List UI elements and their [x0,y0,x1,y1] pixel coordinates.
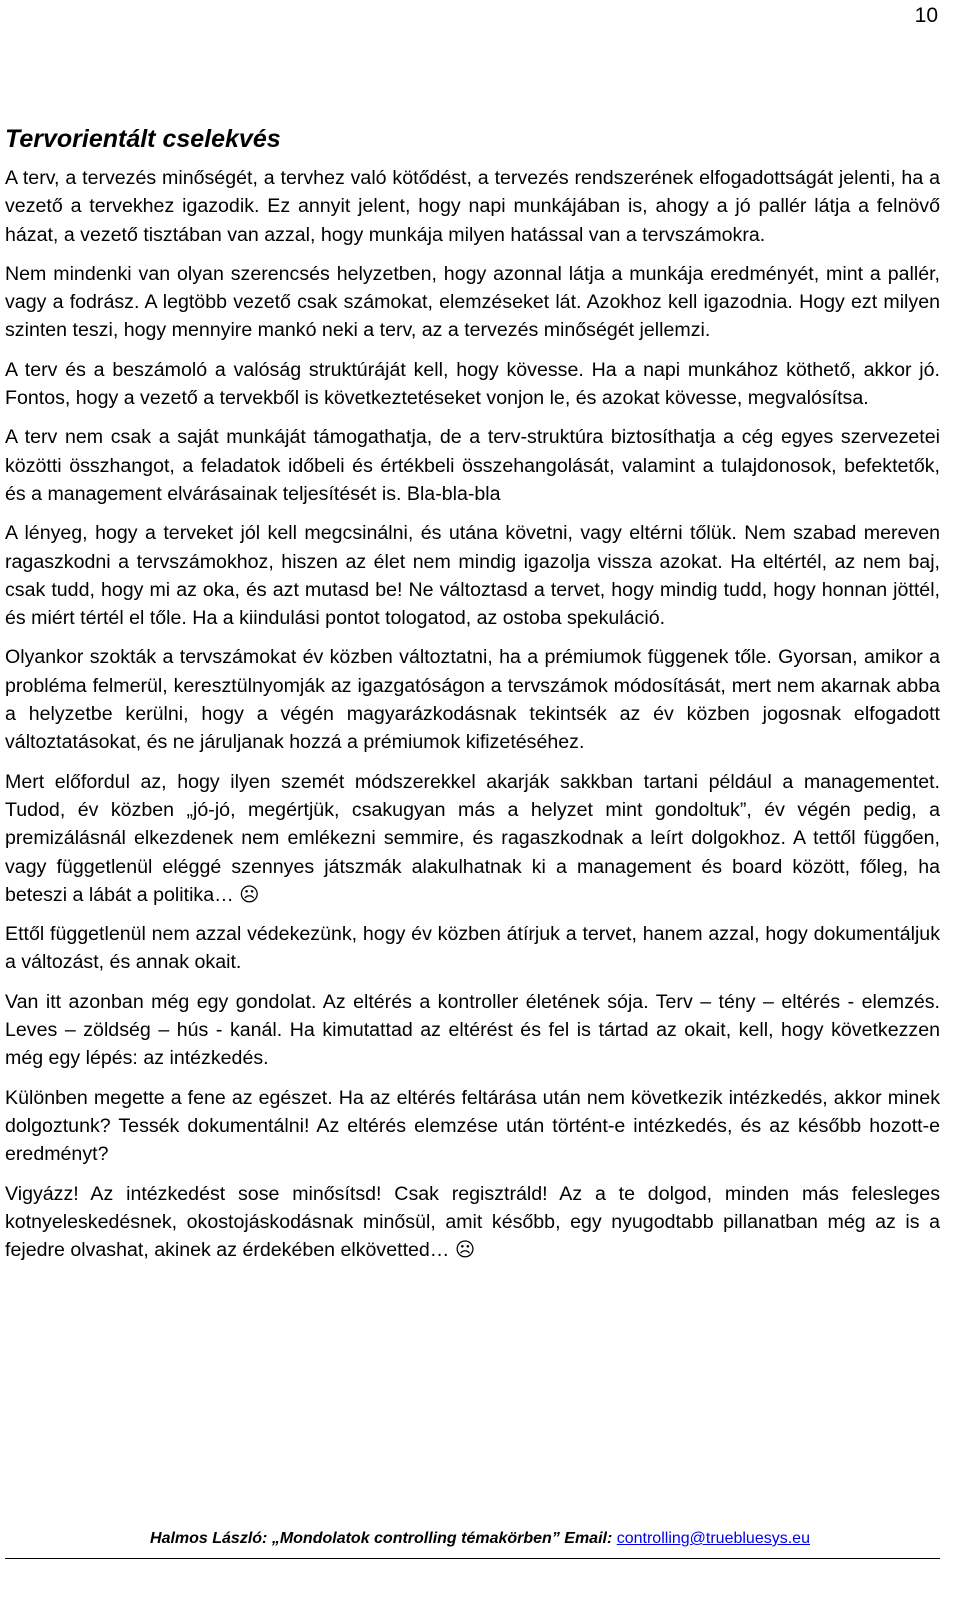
page-footer [0,1530,960,1548]
section-heading: Tervorientált cselekvés [5,125,281,153]
paragraph: Van itt azonban még egy gondolat. Az eltérés a kontroller életének sója. Terv – tény – eltérés - elemzés. Leves – zöldség – hús - kanál. Ha kimutattad az eltérést és fel is tártad az okait, kell, hogy következzen még egy lépés: az intézkedés. [5,990,940,1070]
paragraph: A terv és a beszámoló a valóság struktúráját kell, hogy kövesse. Ha a napi munkához köthető, akkor jó. Fontos, hogy a vezető a tervekből is következtetéseket vonjon le, és azokat kövesse, megvalósítsa. [5,358,940,410]
paragraph: Mert előfordul az, hogy ilyen szemét módszerekkel akarják sakkban tartani például a managementet. Tudod, év közben „jó-jó, megértjük, csakugyan más a helyzet mint gondoltuk”, év végén pedig, a premizálásnál elkezdenek nem emlékezni semmire, és ragaszkodnak a leírt dolgokhoz. A tettől függően, vagy függetlenül eléggé szennyes játszmák alakulhatnak ki a management és board között, főleg, ha beteszi a lábát a politika… ☹ [5,770,940,906]
footer-divider [5,1558,940,1559]
footer-email-link[interactable]: controlling@truebluesys.eu [616,1530,810,1547]
paragraph: Ettől függetlenül nem azzal védekezünk, hogy év közben átírjuk a tervet, hanem azzal, hogy dokumentáljuk a változást, és annak okait. [5,923,940,974]
document-body [5,122,940,1275]
paragraph: Különben megette a fene az egészet. Ha az eltérés feltárása után nem következik intézkedés, akkor minek dolgoztunk? Tessék dokumentálni! Az eltérés elemzése után történt-e intézkedés, és az később hozott-e eredményt? [5,1086,940,1166]
paragraph: A lényeg, hogy a terveket jól kell megcsinálni, és utána követni, vagy eltérni tőlük. Nem szabad mereven ragaszkodni a tervszámokhoz, hiszen az élet nem mindig igazolja vissza azokat. Ha eltértél, az nem baj, csak tudd, hogy mi az oka, és azt mutasd be! Ne változtasd a tervet, hogy mindig tudd, hogy honnan jöttél, és miért tértél el tőle. Ha a kiindulási pontot tologatod, az ostoba spekuláció. [5,522,940,630]
paragraph: A terv nem csak a saját munkáját támogathatja, de a terv-struktúra biztosíthatja a cég egyes szervezetei közötti összhangot, a feladatok időbeli és értékbeli összehangolását, valamint a tulajdonosok, befektetők, és a management elvárásainak teljesítését is. Bla-bla-bla [5,426,940,505]
page-number: 10 [914,4,938,27]
paragraph: Nem mindenki van olyan szerencsés helyzetben, hogy azonnal látja a munkája eredményét, mint a pallér, vagy a fodrász. A legtöbb vezető csak számokat, elemzéseket lát. Azokhoz kell igazodnia. Hogy ezt milyen szinten teszi, hogy mennyire mankó neki a terv, az a tervezés minőségét jellemzi. [5,262,940,342]
paragraph: Olyankor szokták a tervszámokat év közben változtatni, ha a prémiumok függenek tőle. Gyorsan, amikor a probléma felmerül, keresztülnyomják az igazgatóságon a tervszámok módosítását, mert nem akarnak abba a helyzetbe kerülni, hogy a végén magyarázkodásnak tekintsék az év közben jogosnak elfogadott változtatásokat, és ne járuljanak hozzá a prémiumok kifizetéséhez. [5,646,940,754]
paragraph: Vigyázz! Az intézkedést sose minősítsd! Csak regisztráld! Az a te dolgod, minden más felesleges kotnyeleskedésnek, okostojáskodásnak minősül, amit később, egy nyugodtabb pillanatban még az is a fejedre olvashat, akinek az érdekében elkövetted… ☹ [5,1182,940,1262]
paragraph: A terv, a tervezés minőségét, a tervhez való kötődést, a tervezés rendszerének elfogadottságát jelenti, ha a vezető a tervekhez igazodik. Ez annyit jelent, hogy napi munkájában is, ahogy a jó pallér látja a felnövő házat, a vezető tisztában van azzal, hogy munkája milyen hatással van a tervszámokra. [5,167,940,246]
footer-text: Halmos László: „Mondolatok controlling témakörben” Email: [150,1530,617,1547]
